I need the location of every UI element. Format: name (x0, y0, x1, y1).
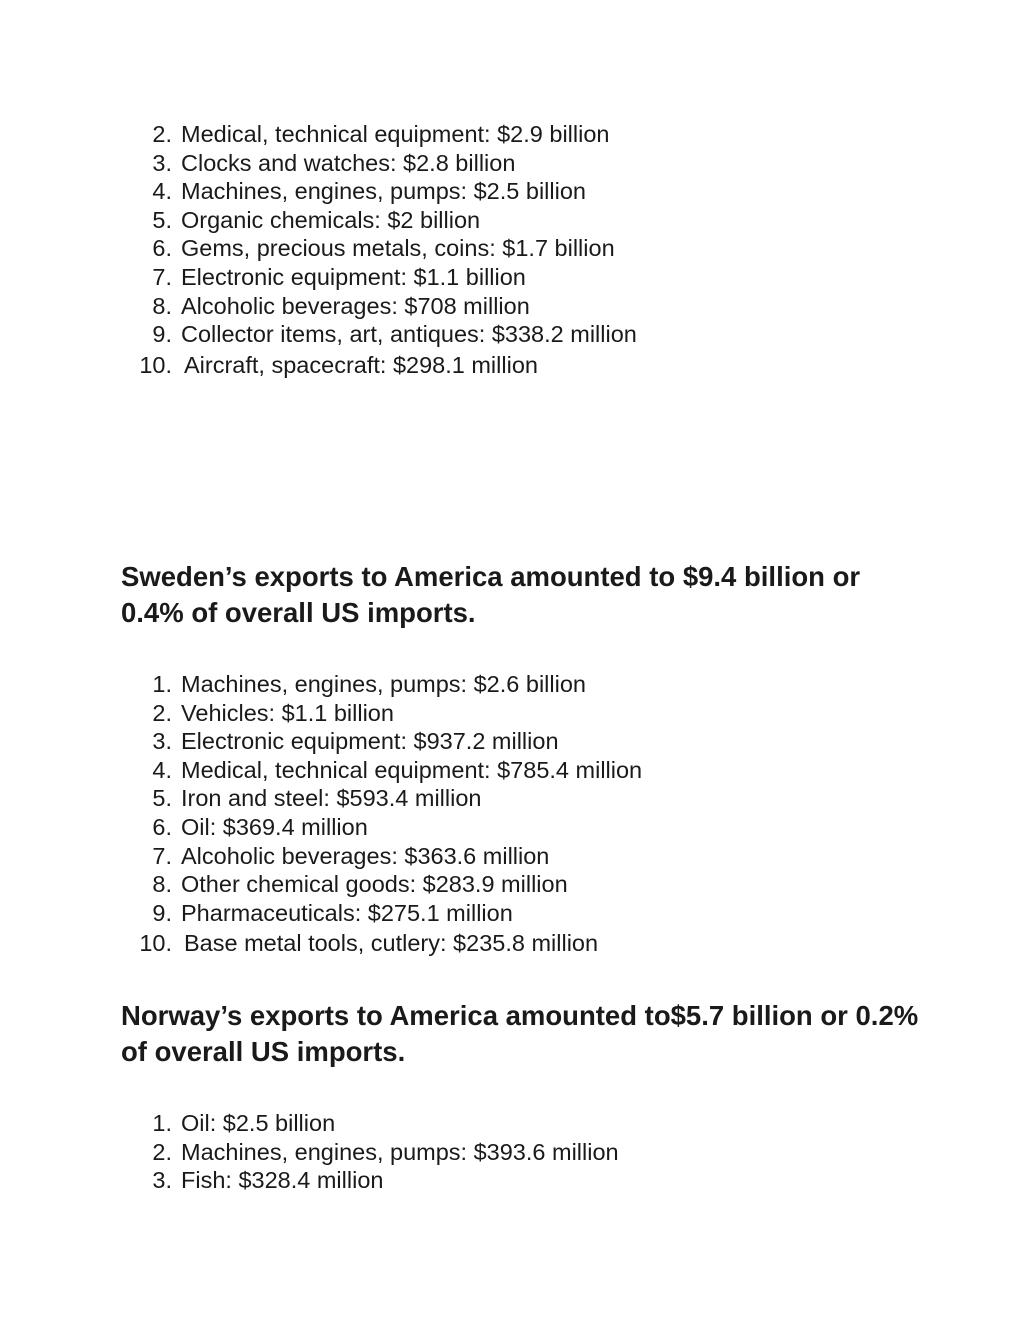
list-text: Vehicles: $1.1 billion (181, 699, 394, 726)
list-text: Oil: $2.5 billion (181, 1110, 336, 1136)
sweden-heading: Sweden’s exports to America amounted to $9.4 billion or 0.4% of overall US imports. (121, 561, 861, 628)
list-number: 3. (152, 149, 172, 176)
list-text: Electronic equipment: $937.2 million (181, 728, 559, 755)
list-text: Oil: $369.4 million (181, 813, 368, 840)
list-number: 2. (152, 121, 172, 147)
list-text: Electronic equipment: $1.1 billion (181, 263, 526, 290)
norway-heading: Norway’s exports to America amounted to$5.7 billion or 0.2% of overall US imports. (121, 1000, 919, 1067)
list-text: Other chemical goods: $283.9 million (181, 871, 568, 898)
list-text: Alcoholic beverages: $363.6 million (181, 842, 550, 869)
list-number: 8. (152, 292, 172, 319)
list-number: 10. (139, 351, 172, 378)
list-text: Alcoholic beverages: $708 million (181, 292, 530, 319)
list-number: 8. (152, 871, 172, 898)
list-number: 4. (152, 178, 172, 205)
list-number: 5. (152, 785, 172, 812)
list-number: 1. (152, 1110, 172, 1136)
list-number: 3. (152, 1167, 172, 1194)
list-number: 2. (152, 699, 172, 726)
list-number: 9. (152, 899, 172, 926)
list-text: Machines, engines, pumps: $2.6 billion (181, 671, 586, 697)
list-number: 7. (152, 263, 172, 290)
list-text: Organic chemicals: $2 billion (181, 206, 481, 233)
list-number: 3. (152, 728, 172, 755)
list-text: Collector items, art, antiques: $338.2 million (181, 321, 637, 348)
list-text: Machines, engines, pumps: $2.5 billion (181, 178, 586, 205)
list-text: Iron and steel: $593.4 million (181, 785, 482, 812)
list-text: Machines, engines, pumps: $393.6 million (181, 1138, 619, 1165)
list-text: Aircraft, spacecraft: $298.1 million (184, 351, 538, 378)
list-number: 9. (152, 321, 172, 348)
list-text: Medical, technical equipment: $2.9 billion (181, 121, 610, 147)
list-text: Fish: $328.4 million (181, 1167, 384, 1194)
list-number: 2. (152, 1138, 172, 1165)
list-number: 10. (139, 930, 172, 957)
list-number: 6. (152, 235, 172, 262)
list-number: 5. (152, 206, 172, 233)
list-number: 1. (152, 671, 172, 697)
list-text: Clocks and watches: $2.8 billion (181, 149, 516, 176)
list-text: Gems, precious metals, coins: $1.7 billion (181, 235, 615, 262)
list-text: Medical, technical equipment: $785.4 million (181, 756, 643, 783)
list-number: 7. (152, 842, 172, 869)
list-number: 6. (152, 813, 172, 840)
list-text: Pharmaceuticals: $275.1 million (181, 899, 513, 926)
list-text: Base metal tools, cutlery: $235.8 million (184, 930, 599, 957)
list-number: 4. (152, 756, 172, 783)
